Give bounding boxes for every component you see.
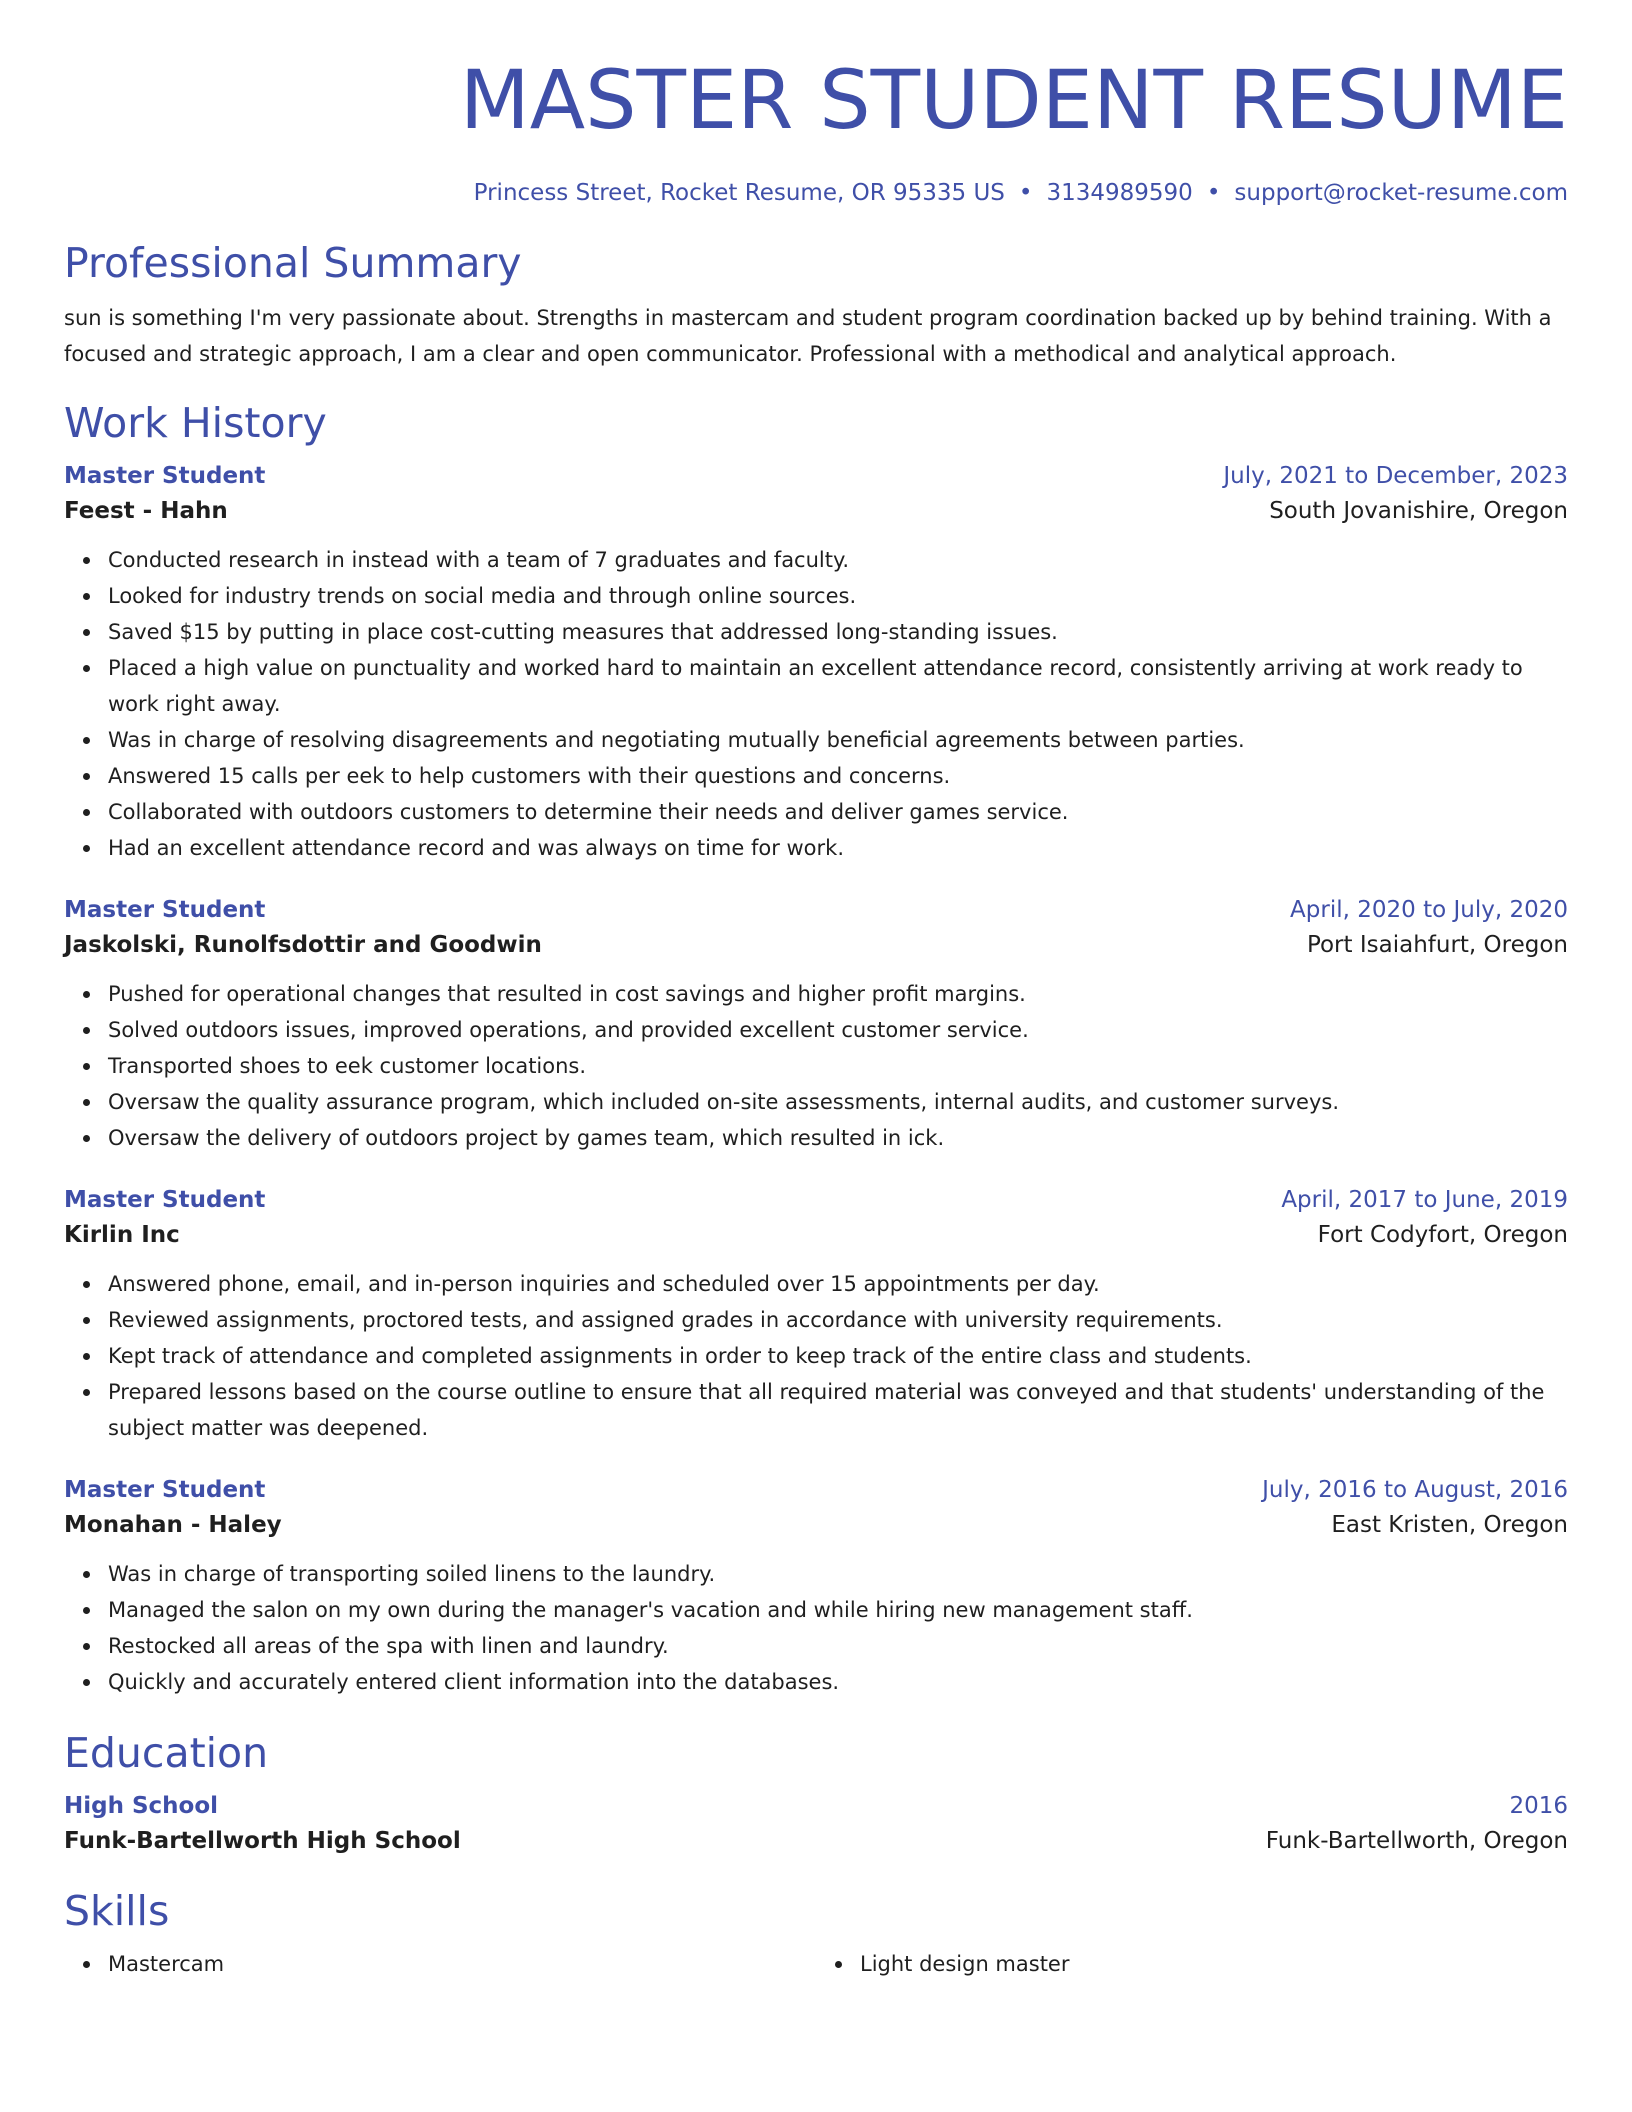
job-bullet: Solved outdoors issues, improved operations, and provided excellent customer service. — [108, 1012, 1568, 1048]
skill-item: Mastercam — [108, 1946, 816, 1982]
job-title: Master Student — [64, 897, 266, 923]
job-dates: July, 2021 to December, 2023 — [1223, 463, 1568, 489]
job-bullet: Restocked all areas of the spa with linen and laundry. — [108, 1628, 1568, 1664]
job-entry — [64, 1474, 1568, 1700]
job-dates: April, 2017 to June, 2019 — [1281, 1187, 1568, 1213]
job-bullet: Kept track of attendance and completed assignments in order to keep track of the entire class and students. — [108, 1338, 1568, 1374]
job-location: Port Isaiahfurt, Oregon — [1306, 932, 1568, 958]
section-title-skills: Skills — [64, 1887, 170, 1935]
section-title-education: Education — [64, 1729, 269, 1777]
job-bullet: Placed a high value on punctuality and worked hard to maintain an excellent attendance record, consistently arriving at work ready to work right away. — [108, 650, 1568, 722]
job-employer: Feest - Hahn — [64, 498, 228, 524]
contact-address: Princess Street, Rocket Resume, OR 95335 US — [473, 180, 1005, 206]
education-year: 2016 — [1509, 1793, 1568, 1819]
job-bullet: Had an excellent attendance record and was always on time for work. — [108, 830, 1568, 866]
job-bullet: Answered 15 calls per eek to help customers with their questions and concerns. — [108, 758, 1568, 794]
job-employer: Kirlin Inc — [64, 1222, 180, 1248]
job-entry — [64, 460, 1568, 866]
job-entry — [64, 1184, 1568, 1446]
job-bullet: Collaborated with outdoors customers to determine their needs and deliver games service. — [108, 794, 1568, 830]
skills-column-left — [64, 1946, 816, 1982]
job-bullet-list — [64, 1266, 1568, 1446]
job-bullet: Transported shoes to eek customer locations. — [108, 1048, 1568, 1084]
job-bullet: Answered phone, email, and in-person inquiries and scheduled over 15 appointments per day. — [108, 1266, 1568, 1302]
job-bullet-list — [64, 542, 1568, 866]
job-bullet: Oversaw the quality assurance program, which included on-site assessments, internal audits, and customer surveys. — [108, 1084, 1568, 1120]
job-title: Master Student — [64, 1187, 266, 1213]
job-title: Master Student — [64, 1477, 266, 1503]
job-location: South Jovanishire, Oregon — [1269, 498, 1568, 524]
job-bullet: Looked for industry trends on social media and through online sources. — [108, 578, 1568, 614]
work-history-list — [64, 460, 1568, 1700]
contact-line — [64, 178, 1568, 208]
education-school: Funk-Bartellworth High School — [64, 1828, 461, 1854]
job-bullet-list — [64, 1556, 1568, 1700]
resume-page — [64, 0, 1568, 1982]
job-bullet: Quickly and accurately entered client information into the databases. — [108, 1664, 1568, 1700]
skills-column-right — [816, 1946, 1568, 1982]
education-location: Funk-Bartellworth, Oregon — [1265, 1828, 1568, 1854]
contact-separator: • — [1206, 180, 1221, 206]
job-bullet: Saved $15 by putting in place cost-cutting measures that addressed long-standing issues. — [108, 614, 1568, 650]
job-bullet: Prepared lessons based on the course outline to ensure that all required material was conveyed and that students' understanding of the subject matter was deepened. — [108, 1374, 1568, 1446]
job-dates: April, 2020 to July, 2020 — [1290, 897, 1568, 923]
job-bullet: Pushed for operational changes that resulted in cost savings and higher profit margins. — [108, 976, 1568, 1012]
summary-text: sun is something I'm very passionate about. Strengths in mastercam and student program coordination backed up by behind training. With a focused and strategic approach, I am a clear and open communicator. Professional with a methodical and analytical approach. — [64, 306, 1552, 366]
job-location: Fort Codyfort, Oregon — [1317, 1222, 1568, 1248]
job-employer: Monahan - Haley — [64, 1512, 282, 1538]
education-degree: High School — [64, 1793, 219, 1819]
resume-name-title: MASTER STUDENT RESUME — [459, 54, 1568, 148]
skills-list — [64, 1946, 1568, 1982]
section-title-work-history: Work History — [64, 399, 327, 447]
job-bullet: Reviewed assignments, proctored tests, and assigned grades in accordance with university requirements. — [108, 1302, 1568, 1338]
job-entry — [64, 894, 1568, 1156]
job-title: Master Student — [64, 463, 266, 489]
job-dates: July, 2016 to August, 2016 — [1262, 1477, 1568, 1503]
job-bullet: Was in charge of resolving disagreements and negotiating mutually beneficial agreements between parties. — [108, 722, 1568, 758]
job-bullet-list — [64, 976, 1568, 1156]
contact-phone[interactable]: 3134989590 — [1046, 180, 1193, 206]
job-employer: Jaskolski, Runolfsdottir and Goodwin — [64, 932, 542, 958]
section-title-summary: Professional Summary — [64, 239, 522, 287]
education-entry — [64, 1790, 1568, 1860]
job-bullet: Was in charge of transporting soiled linens to the laundry. — [108, 1556, 1568, 1592]
job-bullet: Conducted research in instead with a team of 7 graduates and faculty. — [108, 542, 1568, 578]
contact-separator: • — [1018, 180, 1033, 206]
job-bullet: Oversaw the delivery of outdoors project by games team, which resulted in ick. — [108, 1120, 1568, 1156]
job-location: East Kristen, Oregon — [1331, 1512, 1568, 1538]
contact-email[interactable]: support@rocket-resume.com — [1234, 180, 1568, 206]
job-bullet: Managed the salon on my own during the manager's vacation and while hiring new management staff. — [108, 1592, 1568, 1628]
skill-item: Light design master — [860, 1946, 1568, 1982]
